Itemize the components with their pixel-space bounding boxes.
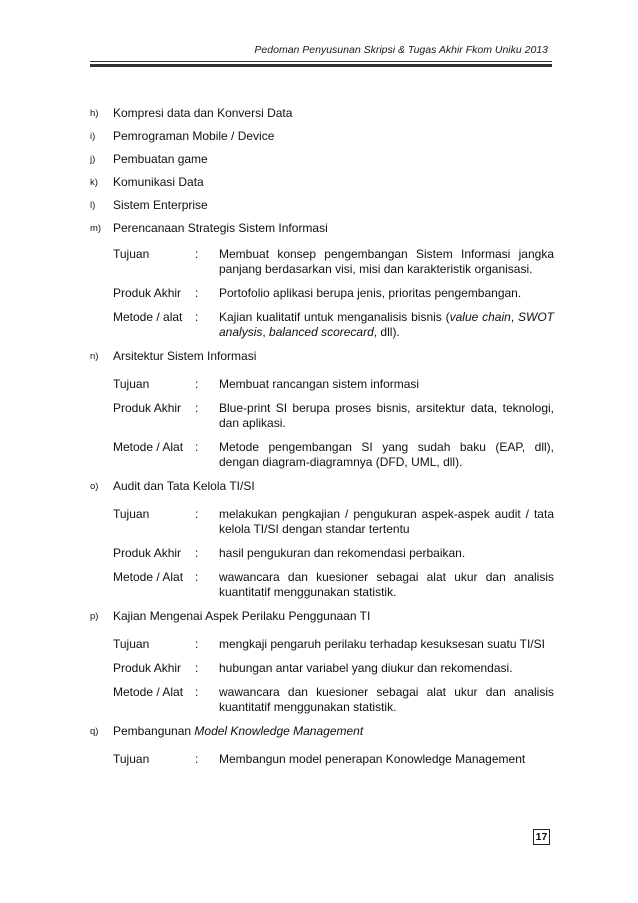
detail-label: Produk Akhir: [113, 401, 182, 415]
detail-colon: :: [195, 401, 199, 415]
page-number: 17: [533, 829, 550, 845]
item-title: Perencanaan Strategis Sistem Informasi: [113, 221, 328, 235]
item-title: Kajian Mengenai Aspek Perilaku Penggunaan TI: [113, 609, 371, 623]
list-item: [90, 221, 554, 236]
detail-label: Produk Akhir: [113, 546, 182, 560]
detail-label: Metode / alat: [113, 310, 183, 324]
detail-label: Tujuan: [113, 377, 150, 391]
item-letter: m): [90, 223, 102, 234]
value-emphasis: value chain: [449, 310, 511, 324]
detail-colon: :: [195, 507, 199, 521]
item-details: [113, 377, 554, 470]
list-item: [90, 479, 554, 494]
item-letter: o): [90, 481, 99, 492]
list-item: [90, 175, 554, 190]
document-body: [90, 106, 554, 776]
item-title: Arsitektur Sistem Informasi: [113, 349, 257, 363]
value-text: Kajian kualitatif untuk menganalisis bisnis (: [219, 310, 450, 324]
detail-value: [219, 310, 554, 340]
list-item: [90, 609, 554, 624]
detail-colon: :: [195, 546, 199, 560]
detail-value: wawancara dan kuesioner sebagai alat ukur dan analisis kuantitatif menggunakan statistik.: [219, 685, 554, 714]
detail-row: [113, 507, 554, 537]
detail-value: Membuat konsep pengembangan Sistem Informasi jangka panjang berdasarkan visi, misi dan karakteristik organisasi.: [219, 247, 554, 276]
detail-colon: :: [195, 637, 199, 651]
list-item: [90, 198, 554, 213]
detail-value: hubungan antar variabel yang diukur dan rekomendasi.: [219, 661, 513, 675]
detail-value: Portofolio aplikasi berupa jenis, prioritas pengembangan.: [219, 286, 522, 300]
title-emphasis: Model Knowledge Management: [194, 724, 364, 738]
value-text: ,: [510, 310, 518, 324]
detail-colon: :: [195, 310, 199, 324]
detail-row: [113, 570, 554, 600]
detail-value: Blue-print SI berupa proses bisnis, arsitektur data, teknologi, dan aplikasi.: [219, 401, 554, 430]
detail-value: wawancara dan kuesioner sebagai alat ukur dan analisis kuantitatif menggunakan statistik.: [219, 570, 554, 599]
value-emphasis: balanced scorecard: [269, 325, 374, 339]
detail-value: mengkaji pengaruh perilaku terhadap kesuksesan suatu TI/SI: [219, 637, 545, 651]
item-title: Kompresi data dan Konversi Data: [113, 106, 293, 120]
list-item: [90, 724, 554, 739]
item-letter: q): [90, 726, 99, 737]
item-letter: j): [90, 154, 96, 165]
detail-colon: :: [195, 570, 199, 584]
detail-label: Tujuan: [113, 752, 150, 766]
item-details: [113, 752, 554, 767]
item-title: Audit dan Tata Kelola TI/SI: [113, 479, 255, 493]
detail-row: [113, 752, 554, 767]
detail-label: Produk Akhir: [113, 286, 182, 300]
detail-row: [113, 286, 554, 301]
list-item: [90, 349, 554, 364]
detail-label: Produk Akhir: [113, 661, 182, 675]
detail-label: Tujuan: [113, 637, 150, 651]
list-item: [90, 152, 554, 167]
detail-colon: :: [195, 752, 199, 766]
detail-label: Metode / Alat: [113, 685, 184, 699]
item-title: Sistem Enterprise: [113, 198, 208, 212]
detail-row: [113, 637, 554, 652]
item-letter: p): [90, 611, 99, 622]
detail-colon: :: [195, 286, 199, 300]
detail-row: [113, 685, 554, 715]
detail-row: [113, 310, 554, 340]
detail-label: Tujuan: [113, 507, 150, 521]
item-letter: l): [90, 200, 96, 211]
item-title: Komunikasi Data: [113, 175, 204, 189]
item-letter: k): [90, 177, 98, 188]
detail-value: hasil pengukuran dan rekomendasi perbaikan.: [219, 546, 466, 560]
header-rule-thick: [90, 64, 552, 67]
detail-value: Membuat rancangan sistem informasi: [219, 377, 420, 391]
detail-row: [113, 247, 554, 277]
list-item: [90, 106, 554, 121]
header-title: Pedoman Penyusunan Skripsi & Tugas Akhir Fkom Uniku 2013: [254, 44, 548, 56]
list-item: [90, 129, 554, 144]
detail-row: [113, 401, 554, 431]
detail-row: [113, 440, 554, 470]
value-text: ,: [262, 325, 270, 339]
item-title: Pembuatan game: [113, 152, 208, 166]
detail-colon: :: [195, 440, 199, 454]
item-details: [113, 507, 554, 600]
detail-row: [113, 661, 554, 676]
detail-value: Membangun model penerapan Konowledge Management: [219, 752, 526, 766]
detail-label: Tujuan: [113, 247, 150, 261]
detail-colon: :: [195, 661, 199, 675]
detail-row: [113, 546, 554, 561]
detail-value: Metode pengembangan SI yang sudah baku (EAP, dll), dengan diagram-diagramnya (DFD, UML, dll).: [219, 440, 554, 469]
item-title: Pemrograman Mobile / Device: [113, 129, 275, 143]
item-letter: n): [90, 351, 99, 362]
detail-value: melakukan pengkajian / pengukuran aspek-aspek audit / tata kelola TI/SI dengan standar tertentu: [219, 507, 554, 536]
title-text: Pembangunan: [113, 724, 195, 738]
detail-colon: :: [195, 247, 199, 261]
detail-colon: :: [195, 377, 199, 391]
item-letter: h): [90, 108, 99, 119]
value-text: , dll).: [373, 325, 400, 339]
header-rule: [90, 61, 552, 62]
item-title: [113, 724, 554, 739]
detail-label: Metode / Alat: [113, 440, 184, 454]
item-details: [113, 637, 554, 715]
detail-colon: :: [195, 685, 199, 699]
detail-row: [113, 377, 554, 392]
value-emphasis: SWOT analysis: [219, 310, 554, 339]
item-details: [113, 247, 554, 340]
item-letter: i): [90, 131, 96, 142]
detail-label: Metode / Alat: [113, 570, 184, 584]
